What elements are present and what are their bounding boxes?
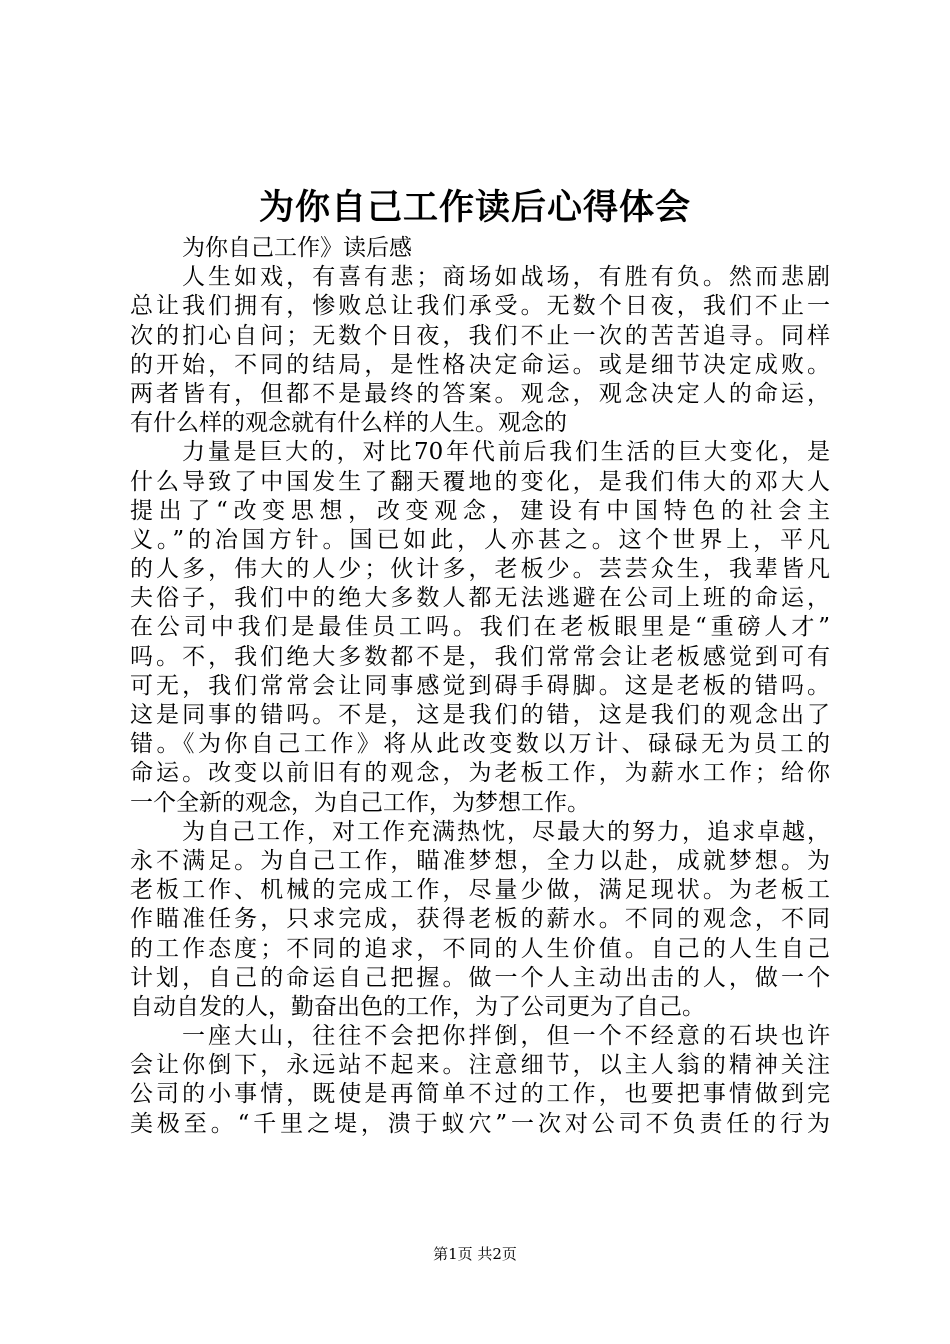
text-line: 总让我们拥有，惨败总让我们承受。无数个日夜，我们不止一 (130, 293, 830, 320)
document-title: 为你自己工作读后心得体会 (258, 188, 691, 228)
text-line: 为自己工作，对工作充满热忱，尽最大的努力，追求卓越， (182, 818, 830, 845)
text-line: 为你自己工作》读后感 (182, 235, 412, 261)
text-line: 一个全新的观念，为自己工作，为梦想工作。 (130, 789, 590, 816)
text-line: 作瞄准任务，只求完成，获得老板的薪水。不同的观念，不同 (130, 906, 830, 933)
text-line: 有什么样的观念就有什么样的人生。观念的 (130, 410, 567, 437)
text-line: 错。《为你自己工作》将从此改变数以万计、碌碌无为员工的 (130, 731, 830, 758)
text-line: 可无，我们常常会让同事感觉到碍手碍脚。这是老板的错吗。 (130, 672, 830, 699)
text-line: 会让你倒下，永远站不起来。注意细节，以主人翁的精神关注 (130, 1052, 830, 1079)
text-line: 提出了“改变思想，改变观念，建设有中国特色的社会主 (130, 497, 830, 524)
text-line: 命运。改变以前旧有的观念，为老板工作，为薪水工作；给你 (130, 760, 830, 787)
text-line: 义。”的冶国方针。国已如此，人亦甚之。这个世界上，平凡 (130, 526, 830, 553)
text-line: 什么导致了中国发生了翻天覆地的变化，是我们伟大的邓大人 (130, 468, 830, 495)
text-line: 永不满足。为自己工作，瞄准梦想，全力以赴，成就梦想。为 (130, 847, 830, 874)
text-line: 这是同事的错吗。不是，这是我们的错，这是我们的观念出了 (130, 702, 830, 728)
text-line: 计划，自己的命运自己把握。做一个人主动出击的人，做一个 (130, 964, 830, 991)
text-line: 的工作态度；不同的追求，不同的人生价值。自己的人生自己 (130, 935, 830, 962)
text-line: 的人多，伟大的人少；伙计多，老板少。芸芸众生，我辈皆凡 (130, 556, 830, 583)
text-line: 一座大山，往往不会把你拌倒，但一个不经意的石块也许 (182, 1023, 830, 1050)
document-body (130, 234, 830, 1139)
text-line: 人生如戏，有喜有悲；商场如战场，有胜有负。然而悲剧 (182, 264, 830, 291)
page-footer: 第1页 共2页 (433, 1245, 517, 1263)
text-line: 公司的小事情，既使是再简单不过的工作，也要把事情做到完 (130, 1081, 830, 1108)
text-line: 两者皆有，但都不是最终的答案。观念，观念决定人的命运， (130, 380, 830, 407)
text-line: 次的扪心自问；无数个日夜，我们不止一次的苦苦追寻。同样 (130, 322, 830, 349)
text-line: 夫俗子，我们中的绝大多数人都无法逃避在公司上班的命运， (130, 585, 830, 612)
text-line: 力量是巨大的，对比70年代前后我们生活的巨大变化，是 (182, 439, 830, 466)
text-line: 自动自发的人，勤奋出色的工作，为了公司更为了自己。 (130, 993, 705, 1020)
text-line: 在公司中我们是最佳员工吗。我们在老板眼里是“重磅人才” (130, 614, 830, 641)
text-line: 的开始，不同的结局，是性格决定命运。或是细节决定成败。 (130, 351, 830, 378)
text-line: 老板工作、机械的完成工作，尽量少做，满足现状。为老板工 (130, 877, 830, 904)
text-line: 美极至。“千里之堤，溃于蚁穴”一次对公司不负责任的行为 (130, 1110, 830, 1137)
text-line: 吗。不，我们绝大多数都不是，我们常常会让老板感觉到可有 (130, 643, 830, 670)
